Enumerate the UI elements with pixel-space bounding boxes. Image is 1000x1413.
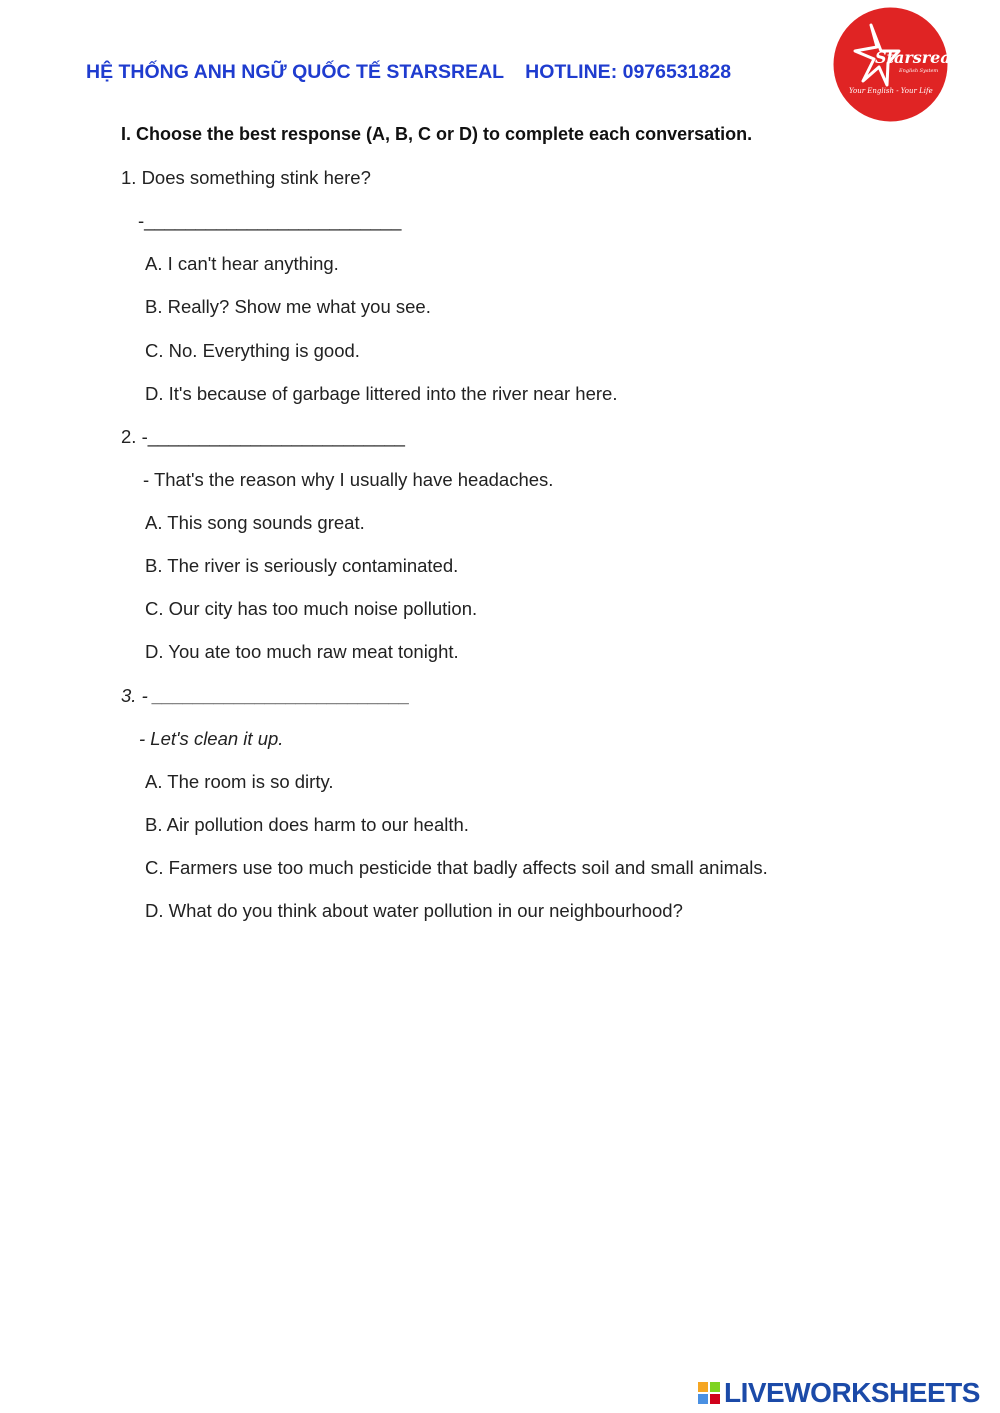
question-3-prompt-blank[interactable]: 3. - _________________________ [121, 685, 411, 706]
question-3-option-a[interactable]: A. The room is so dirty. [145, 771, 334, 792]
question-3-reply: - Let's clean it up. [139, 728, 284, 749]
liveworksheets-brand: LIVEWORKSHEETS [724, 1377, 980, 1408]
logo-brand: Starsreal [875, 48, 957, 67]
question-1-option-d[interactable]: D. It's because of garbage littered into the river near here. [145, 383, 618, 404]
school-name: HỆ THỐNG ANH NGỮ QUỐC TẾ STARSREAL [86, 61, 505, 83]
question-3-option-c[interactable]: C. Farmers use too much pesticide that badly affects soil and small animals. [145, 857, 768, 878]
question-1-option-c[interactable]: C. No. Everything is good. [145, 340, 360, 361]
question-2-prompt-blank[interactable]: 2. -_________________________ [121, 426, 405, 447]
section-instruction: I. Choose the best response (A, B, C or D) to complete each conversation. [121, 124, 753, 144]
header-title [86, 61, 731, 84]
question-2-option-c[interactable]: C. Our city has too much noise pollution. [145, 598, 478, 619]
question-1-prompt: 1. Does something stink here? [121, 167, 371, 188]
question-3-option-b[interactable]: B. Air pollution does harm to our health. [145, 814, 469, 835]
liveworksheets-logo-icon [697, 1381, 721, 1405]
question-1-answer-blank[interactable]: -_________________________ [138, 210, 402, 231]
question-1-option-b[interactable]: B. Really? Show me what you see. [145, 296, 431, 317]
liveworksheets-footer [697, 1377, 980, 1409]
question-3-option-d[interactable]: D. What do you think about water pollution in our neighbourhood? [145, 900, 683, 921]
question-1-option-a[interactable]: A. I can't hear anything. [145, 253, 339, 274]
question-2-option-b[interactable]: B. The river is seriously contaminated. [145, 555, 459, 576]
hotline: HOTLINE: 0976531828 [525, 61, 732, 83]
logo-tagline: Your English - Your Life [849, 87, 933, 95]
starsreal-logo [833, 7, 957, 122]
logo-sub: English System [899, 68, 939, 74]
question-2-option-d[interactable]: D. You ate too much raw meat tonight. [145, 641, 459, 662]
question-2-reply: - That's the reason why I usually have headaches. [143, 469, 554, 490]
question-2-option-a[interactable]: A. This song sounds great. [145, 512, 365, 533]
